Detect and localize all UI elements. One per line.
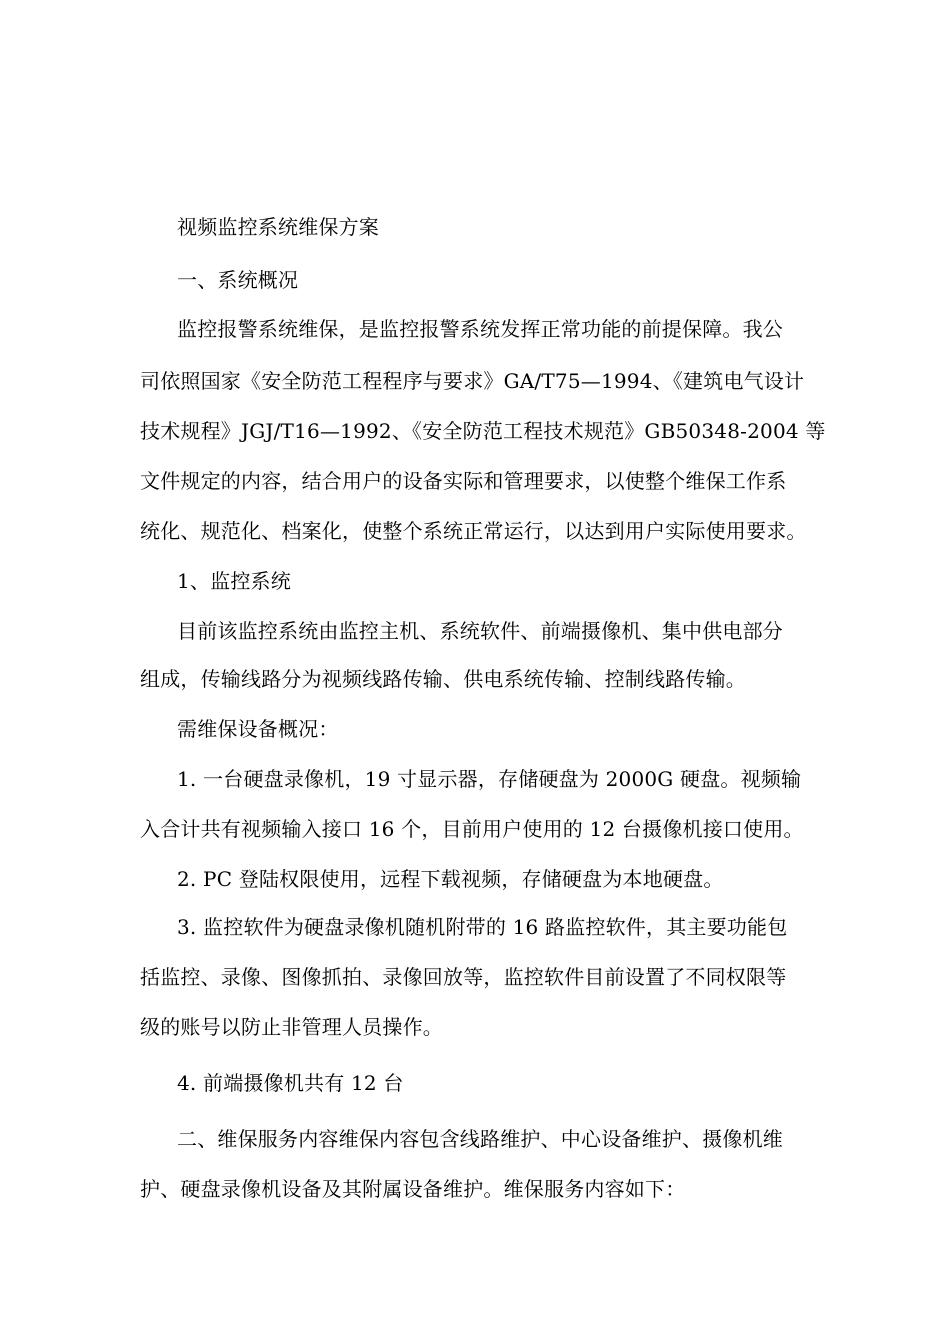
intro-paragraph-line: 文件规定的内容，结合用户的设备实际和管理要求，以使整个维保工作系 — [140, 469, 787, 493]
equipment-item-1-line: 1. 一台硬盘录像机，19 寸显示器，存储硬盘为 2000G 硬盘。视频输 — [177, 767, 802, 791]
section-heading-overview: 一、系统概况 — [177, 268, 299, 292]
system-paragraph-line: 组成，传输线路分为视频线路传输、供电系统传输、控制线路传输。 — [140, 667, 746, 691]
equipment-item-3-line: 级的账号以防止非管理人员操作。 — [140, 1015, 443, 1039]
equipment-item-3-line: 括监控、录像、图像抓拍、录像回放等，监控软件目前设置了不同权限等 — [140, 965, 787, 989]
subsection-heading-monitoring: 1、监控系统 — [177, 569, 291, 593]
section-2-line: 护、硬盘录像机设备及其附属设备维护。维保服务内容如下： — [140, 1177, 686, 1201]
equipment-item-3-line: 3. 监控软件为硬盘录像机随机附带的 16 路监控软件，其主要功能包 — [177, 915, 788, 939]
intro-paragraph-line: 技术规程》JGJ/T16—1992、《安全防范工程技术规范》GB50348-2004 等 — [140, 419, 826, 443]
equipment-item-4-line: 4. 前端摄像机共有 12 台 — [177, 1071, 404, 1095]
system-paragraph-line: 目前该监控系统由监控主机、系统软件、前端摄像机、集中供电部分 — [177, 619, 783, 643]
intro-paragraph-line: 监控报警系统维保，是监控报警系统发挥正常功能的前提保障。我公 — [177, 317, 783, 341]
equipment-heading: 需维保设备概况： — [177, 717, 339, 741]
intro-paragraph-line: 统化、规范化、档案化，使整个系统正常运行，以达到用户实际使用要求。 — [140, 519, 807, 543]
equipment-item-1-line: 入合计共有视频输入接口 16 个，目前用户使用的 12 台摄像机接口使用。 — [140, 817, 804, 841]
document-title: 视频监控系统维保方案 — [177, 215, 379, 239]
intro-paragraph-line: 司依照国家《安全防范工程程序与要求》GA/T75—1994、《建筑电气设计 — [140, 369, 805, 393]
section-2-line: 二、维保服务内容维保内容包含线路维护、中心设备维护、摄像机维 — [177, 1127, 783, 1151]
equipment-item-2-line: 2. PC 登陆权限使用，远程下载视频，存储硬盘为本地硬盘。 — [177, 867, 724, 891]
